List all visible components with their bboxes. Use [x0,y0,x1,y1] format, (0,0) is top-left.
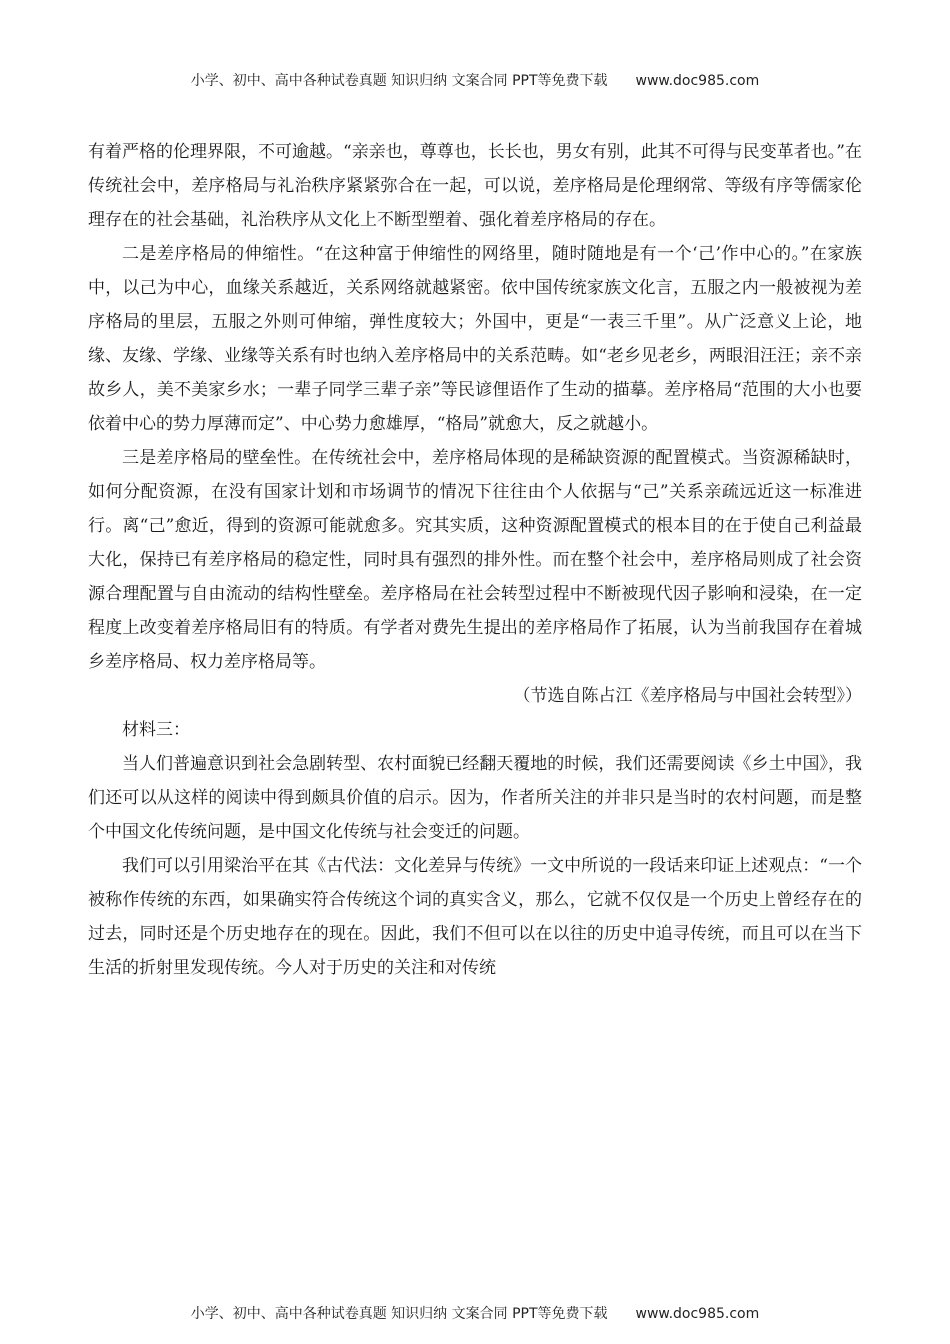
material-label: 材料三： [122,720,190,740]
paragraph-5: 我们可以引用梁治平在其《古代法：文化差异与传统》一文中所说的一段话来印证上述观点：“一个被称作传统的东西，如果确实符合传统这个词的真实含义，那么，它就不仅仅是一个历史上曾经存在的过去，同时还是个历史地存在的现在。因此，我们不但可以在以往的历史中追寻传统，而且可以在当下生活的折射里发现传统。今人对于历史的关注和对传统 [88,856,862,978]
paragraph-1: 有着严格的伦理界限，不可逾越。“亲亲也，尊尊也，长长也，男女有别，此其不可得与民变革者也。”在传统社会中，差序格局与礼治秩序紧紧弥合在一起，可以说，差序格局是伦理纲常、等级有序等儒家伦理存在的社会基础，礼治秩序从文化上不断型塑着、强化着差序格局的存在。 [88,142,862,230]
header-text: 小学、初中、高中各种试卷真题 知识归纳 文案合同 PPT等免费下载 [190,73,608,89]
page-footer [0,1303,950,1323]
page-header [0,70,950,90]
paragraph-4: 当人们普遍意识到社会急剧转型、农村面貌已经翻天覆地的时候，我们还需要阅读《乡土中国》，我们还可以从这样的阅读中得到颇具价值的启示。因为，作者所关注的并非只是当时的农村问题，而是整个中国文化传统问题，是中国文化传统与社会变迁的问题。 [88,754,862,842]
document-body [88,135,862,985]
footer-url: www.doc985.com [635,1306,760,1322]
footer-text: 小学、初中、高中各种试卷真题 知识归纳 文案合同 PPT等免费下载 [190,1306,608,1322]
paragraph-2: 二是差序格局的伸缩性。“在这种富于伸缩性的网络里，随时随地是有一个‘己’作中心的。”在家族中，以己为中心，血缘关系越近，关系网络就越紧密。依中国传统家族文化言，五服之内一般被视为差序格局的里层，五服之外则可伸缩，弹性度较大；外国中，更是“一表三千里”。从广泛意义上论，地缘、友缘、学缘、业缘等关系有时也纳入差序格局中的关系范畴。如“老乡见老乡，两眼泪汪汪；亲不亲故乡人，美不美家乡水；一辈子同学三辈子亲”等民谚俚语作了生动的描摹。差序格局“范围的大小也要依着中心的势力厚薄而定”、中心势力愈雄厚，“格局”就愈大，反之就越小。 [88,244,862,434]
header-url: www.doc985.com [635,73,760,89]
paragraph-3: 三是差序格局的壁垒性。在传统社会中，差序格局体现的是稀缺资源的配置模式。当资源稀缺时，如何分配资源，在没有国家计划和市场调节的情况下往往由个人依据与“己”关系亲疏远近这一标准进行。离“己”愈近，得到的资源可能就愈多。究其实质，这种资源配置模式的根本目的在于使自己利益最大化，保持已有差序格局的稳定性，同时具有强烈的排外性。而在整个社会中，差序格局则成了社会资源合理配置与自由流动的结构性壁垒。差序格局在社会转型过程中不断被现代因子影响和浸染，在一定程度上改变着差序格局旧有的特质。有学者对费先生提出的差序格局作了拓展，认为当前我国存在着城乡差序格局、权力差序格局等。 [88,448,862,672]
source-citation: （节选自陈占江《差序格局与中国社会转型》） [513,686,862,706]
